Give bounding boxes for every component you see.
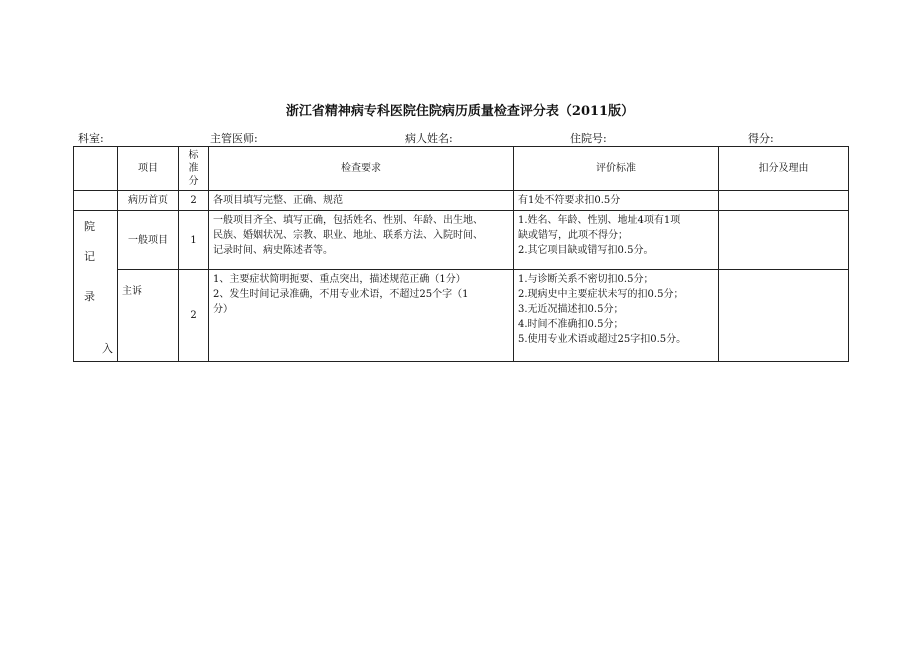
header-requirement: 检查要求 — [209, 147, 514, 191]
table-row — [74, 270, 849, 362]
row-requirement — [209, 211, 514, 270]
section-label-cell — [74, 211, 118, 362]
patient-name-label: 病人姓名: — [405, 132, 453, 145]
criteria-line: 3.无近况描述扣0.5分； — [518, 304, 624, 316]
requirement-line: 1、主要症状简明扼要、重点突出，描述规范正确（1分） — [213, 274, 466, 286]
requirement-line: 分） — [213, 304, 233, 316]
header-criteria: 评价标准 — [514, 147, 719, 191]
criteria-line: 缺或错写，此项不得分； — [518, 230, 628, 241]
row-std: 1 — [179, 211, 209, 270]
requirement-line: 记录时间、病史陈述者等。 — [213, 245, 333, 256]
criteria-line: 2.现病史中主要症状未写的扣0.5分； — [518, 289, 684, 301]
score-label: 得分: — [748, 132, 774, 145]
row-criteria — [514, 211, 719, 270]
scoring-table — [73, 146, 849, 362]
criteria-line: 4.时间不准确扣0.5分； — [518, 319, 624, 331]
row-deduction — [719, 270, 849, 362]
criteria-line: 2.其它项目缺或错写扣0.5分。 — [518, 245, 654, 256]
criteria-line: 5.使用专业术语或超过25字扣0.5分。 — [518, 334, 687, 346]
section-label-char: 录 — [84, 290, 95, 303]
table-row — [74, 211, 849, 270]
doctor-label: 主管医师: — [210, 132, 258, 145]
admission-number-label: 住院号: — [570, 132, 607, 145]
criteria-line: 1.姓名、年龄、性别、地址4项有1项 — [518, 215, 681, 226]
row-item: 主诉 — [118, 270, 179, 362]
section-label-char: 院 — [84, 220, 95, 233]
criteria-line: 有1处不符要求扣0.5分 — [518, 195, 621, 206]
blank-cell — [74, 191, 118, 211]
requirement-line: 2、发生时间记录准确，不用专业术语，不超过25个字（1 — [213, 289, 469, 301]
row-requirement — [209, 191, 514, 211]
row-criteria — [514, 191, 719, 211]
row-item: 病历首页 — [118, 191, 179, 211]
criteria-line: 1.与诊断关系不密切扣0.5分； — [518, 274, 654, 286]
table-header-row — [74, 147, 849, 191]
row-item: 一般项目 — [118, 211, 179, 270]
header-std-char: 准 — [188, 163, 199, 174]
header-item: 项目 — [118, 147, 179, 191]
header-std-char: 分 — [188, 176, 199, 187]
header-std-char: 标 — [188, 150, 199, 161]
section-label-char: 记 — [84, 250, 95, 263]
requirement-line: 各项目填写完整、正确、规范 — [213, 195, 343, 206]
row-deduction — [719, 191, 849, 211]
row-criteria — [514, 270, 719, 362]
row-requirement — [209, 270, 514, 362]
header-blank-cell — [74, 147, 118, 191]
row-std: 2 — [179, 191, 209, 211]
row-std: 2 — [179, 270, 209, 362]
section-label-char: 入 — [102, 342, 113, 355]
header-standard-score — [179, 147, 209, 191]
table-row — [74, 191, 849, 211]
header-deduction: 扣分及理由 — [719, 147, 849, 191]
requirement-line: 一般项目齐全、填写正确，包括姓名、性别、年龄、出生地、 — [213, 215, 483, 226]
row-deduction — [719, 211, 849, 270]
page-title: 浙江省精神病专科医院住院病历质量检查评分表（2011版） — [285, 104, 635, 119]
requirement-line: 民族、婚姻状况、宗教、职业、地址、联系方法、入院时间、 — [213, 230, 483, 241]
department-label: 科室: — [78, 132, 104, 145]
